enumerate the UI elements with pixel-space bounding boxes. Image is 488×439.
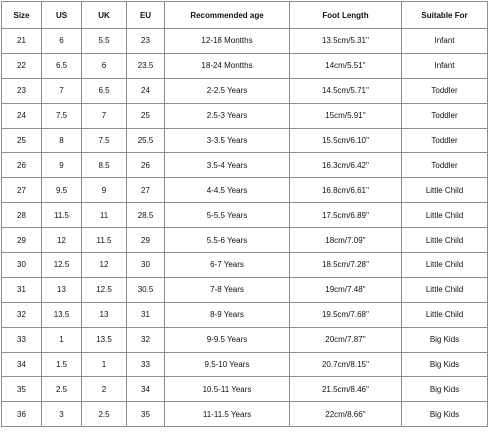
size-cell: 31 bbox=[2, 277, 42, 302]
uk-cell: 11 bbox=[82, 203, 127, 228]
table-row bbox=[2, 402, 488, 427]
suitable-for-cell: Little Child bbox=[402, 178, 488, 203]
header-us: US bbox=[42, 2, 82, 29]
suitable-for-cell: Little Child bbox=[402, 277, 488, 302]
age-cell: 12-18 Montths bbox=[165, 29, 290, 54]
foot-length-cell: 19cm/7.48'' bbox=[290, 277, 402, 302]
eu-cell: 23.5 bbox=[127, 53, 165, 78]
eu-cell: 23 bbox=[127, 29, 165, 54]
age-cell: 7-8 Years bbox=[165, 277, 290, 302]
table-row bbox=[2, 352, 488, 377]
header-uk: UK bbox=[82, 2, 127, 29]
age-cell: 2.5-3 Years bbox=[165, 103, 290, 128]
header-row bbox=[2, 2, 488, 29]
us-cell: 7 bbox=[42, 78, 82, 103]
eu-cell: 26 bbox=[127, 153, 165, 178]
table-row bbox=[2, 103, 488, 128]
size-cell: 26 bbox=[2, 153, 42, 178]
foot-length-cell: 17.5cm/6.89'' bbox=[290, 203, 402, 228]
uk-cell: 2 bbox=[82, 377, 127, 402]
uk-cell: 6 bbox=[82, 53, 127, 78]
size-cell: 35 bbox=[2, 377, 42, 402]
suitable-for-cell: Little Child bbox=[402, 228, 488, 253]
uk-cell: 7.5 bbox=[82, 128, 127, 153]
size-cell: 32 bbox=[2, 302, 42, 327]
table-row bbox=[2, 153, 488, 178]
uk-cell: 13 bbox=[82, 302, 127, 327]
suitable-for-cell: Big Kids bbox=[402, 327, 488, 352]
foot-length-cell: 15cm/5.91'' bbox=[290, 103, 402, 128]
size-cell: 24 bbox=[2, 103, 42, 128]
uk-cell: 1 bbox=[82, 352, 127, 377]
age-cell: 3-3.5 Years bbox=[165, 128, 290, 153]
suitable-for-cell: Toddler bbox=[402, 153, 488, 178]
eu-cell: 33 bbox=[127, 352, 165, 377]
suitable-for-cell: Toddler bbox=[402, 103, 488, 128]
age-cell: 11-11.5 Years bbox=[165, 402, 290, 427]
us-cell: 9 bbox=[42, 153, 82, 178]
table-row bbox=[2, 78, 488, 103]
us-cell: 13.5 bbox=[42, 302, 82, 327]
age-cell: 8-9 Years bbox=[165, 302, 290, 327]
foot-length-cell: 14cm/5.51'' bbox=[290, 53, 402, 78]
uk-cell: 2.5 bbox=[82, 402, 127, 427]
header-suitable-for: Suitable For bbox=[402, 2, 488, 29]
us-cell: 11.5 bbox=[42, 203, 82, 228]
suitable-for-cell: Little Child bbox=[402, 302, 488, 327]
us-cell: 3 bbox=[42, 402, 82, 427]
uk-cell: 12 bbox=[82, 253, 127, 278]
suitable-for-cell: Toddler bbox=[402, 128, 488, 153]
header-size: Size bbox=[2, 2, 42, 29]
eu-cell: 29 bbox=[127, 228, 165, 253]
table-row bbox=[2, 128, 488, 153]
size-cell: 30 bbox=[2, 253, 42, 278]
age-cell: 5-5.5 Years bbox=[165, 203, 290, 228]
us-cell: 13 bbox=[42, 277, 82, 302]
uk-cell: 7 bbox=[82, 103, 127, 128]
us-cell: 12 bbox=[42, 228, 82, 253]
us-cell: 6 bbox=[42, 29, 82, 54]
eu-cell: 34 bbox=[127, 377, 165, 402]
age-cell: 10.5-11 Years bbox=[165, 377, 290, 402]
table-row bbox=[2, 277, 488, 302]
table-row bbox=[2, 53, 488, 78]
foot-length-cell: 13.5cm/5.31'' bbox=[290, 29, 402, 54]
header-foot-length: Foot Length bbox=[290, 2, 402, 29]
size-cell: 21 bbox=[2, 29, 42, 54]
eu-cell: 27 bbox=[127, 178, 165, 203]
size-cell: 27 bbox=[2, 178, 42, 203]
uk-cell: 13.5 bbox=[82, 327, 127, 352]
foot-length-cell: 18cm/7.09'' bbox=[290, 228, 402, 253]
foot-length-cell: 22cm/8.66'' bbox=[290, 402, 402, 427]
eu-cell: 24 bbox=[127, 78, 165, 103]
uk-cell: 9 bbox=[82, 178, 127, 203]
uk-cell: 11.5 bbox=[82, 228, 127, 253]
size-cell: 22 bbox=[2, 53, 42, 78]
table-row bbox=[2, 253, 488, 278]
us-cell: 1.5 bbox=[42, 352, 82, 377]
us-cell: 7.5 bbox=[42, 103, 82, 128]
uk-cell: 8.5 bbox=[82, 153, 127, 178]
age-cell: 6-7 Years bbox=[165, 253, 290, 278]
table-row bbox=[2, 178, 488, 203]
header-recommended-age: Recommended age bbox=[165, 2, 290, 29]
suitable-for-cell: Little Child bbox=[402, 203, 488, 228]
foot-length-cell: 20.7cm/8.15'' bbox=[290, 352, 402, 377]
age-cell: 9-9.5 Years bbox=[165, 327, 290, 352]
size-cell: 23 bbox=[2, 78, 42, 103]
age-cell: 2-2.5 Years bbox=[165, 78, 290, 103]
suitable-for-cell: Toddler bbox=[402, 78, 488, 103]
uk-cell: 6.5 bbox=[82, 78, 127, 103]
size-cell: 33 bbox=[2, 327, 42, 352]
us-cell: 8 bbox=[42, 128, 82, 153]
table-row bbox=[2, 228, 488, 253]
table-row bbox=[2, 302, 488, 327]
size-chart-table bbox=[1, 1, 488, 427]
eu-cell: 30 bbox=[127, 253, 165, 278]
suitable-for-cell: Big Kids bbox=[402, 377, 488, 402]
suitable-for-cell: Infant bbox=[402, 53, 488, 78]
age-cell: 5.5-6 Years bbox=[165, 228, 290, 253]
us-cell: 6.5 bbox=[42, 53, 82, 78]
us-cell: 2.5 bbox=[42, 377, 82, 402]
table-row bbox=[2, 327, 488, 352]
table-row bbox=[2, 203, 488, 228]
age-cell: 3.5-4 Years bbox=[165, 153, 290, 178]
eu-cell: 28.5 bbox=[127, 203, 165, 228]
header-eu: EU bbox=[127, 2, 165, 29]
foot-length-cell: 19.5cm/7.68'' bbox=[290, 302, 402, 327]
size-cell: 34 bbox=[2, 352, 42, 377]
uk-cell: 12.5 bbox=[82, 277, 127, 302]
size-cell: 36 bbox=[2, 402, 42, 427]
size-cell: 29 bbox=[2, 228, 42, 253]
foot-length-cell: 14.5cm/5.71'' bbox=[290, 78, 402, 103]
suitable-for-cell: Big Kids bbox=[402, 352, 488, 377]
us-cell: 9.5 bbox=[42, 178, 82, 203]
suitable-for-cell: Little Child bbox=[402, 253, 488, 278]
eu-cell: 35 bbox=[127, 402, 165, 427]
size-cell: 28 bbox=[2, 203, 42, 228]
age-cell: 9.5-10 Years bbox=[165, 352, 290, 377]
foot-length-cell: 15.5cm/6.10'' bbox=[290, 128, 402, 153]
size-cell: 25 bbox=[2, 128, 42, 153]
table-row bbox=[2, 377, 488, 402]
eu-cell: 25.5 bbox=[127, 128, 165, 153]
eu-cell: 32 bbox=[127, 327, 165, 352]
foot-length-cell: 16.3cm/6.42'' bbox=[290, 153, 402, 178]
uk-cell: 5.5 bbox=[82, 29, 127, 54]
table-body bbox=[2, 29, 488, 427]
eu-cell: 25 bbox=[127, 103, 165, 128]
foot-length-cell: 16.8cm/6.61'' bbox=[290, 178, 402, 203]
age-cell: 18-24 Montths bbox=[165, 53, 290, 78]
suitable-for-cell: Infant bbox=[402, 29, 488, 54]
foot-length-cell: 20cm/7.87'' bbox=[290, 327, 402, 352]
us-cell: 12.5 bbox=[42, 253, 82, 278]
table-row bbox=[2, 29, 488, 54]
eu-cell: 31 bbox=[127, 302, 165, 327]
age-cell: 4-4.5 Years bbox=[165, 178, 290, 203]
foot-length-cell: 18.5cm/7.28'' bbox=[290, 253, 402, 278]
foot-length-cell: 21.5cm/8.46'' bbox=[290, 377, 402, 402]
suitable-for-cell: Big Kids bbox=[402, 402, 488, 427]
eu-cell: 30.5 bbox=[127, 277, 165, 302]
us-cell: 1 bbox=[42, 327, 82, 352]
